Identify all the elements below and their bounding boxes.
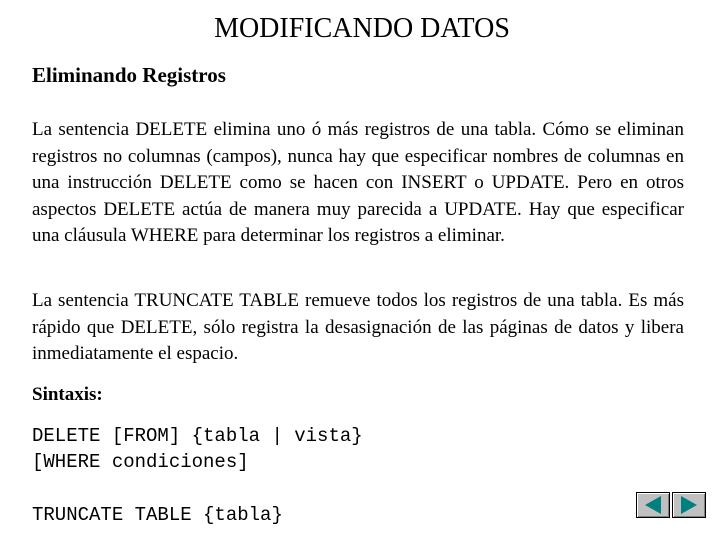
code-line-where: [WHERE condiciones] — [32, 451, 249, 473]
paragraph-delete-post: elimina uno ó más registros de una tabla. Cómo se eliminan registros no columnas (campos), nunca hay que especificar nombres de columnas en una instrucción DELETE como se hacen con INSERT o UPDATE. Pero en otros aspectos DELETE actúa de manera muy parecida a UPDATE. Hay que especificar una cláusula WHERE para determinar los registros a eliminar. — [32, 119, 684, 246]
previous-slide-button[interactable] — [636, 492, 670, 518]
slide-navigation — [636, 492, 710, 518]
code-line-truncate: TRUNCATE TABLE {tabla} — [32, 504, 283, 526]
slide-title: MODIFICANDO DATOS — [214, 13, 510, 44]
syntax-label: Sintaxis: — [32, 384, 103, 405]
keyword-delete: DELETE — [135, 119, 208, 140]
code-line-delete: DELETE [FROM] {tabla | vista} — [32, 425, 363, 447]
triangle-right-icon — [673, 493, 705, 517]
triangle-left-icon — [637, 493, 669, 517]
section-subtitle: Eliminando Registros — [32, 63, 226, 87]
next-slide-button[interactable] — [672, 492, 706, 518]
paragraph-delete — [32, 117, 684, 250]
paragraph-truncate: La sentencia TRUNCATE TABLE remueve todos los registros de una tabla. Es más rápido que DELETE, sólo registra la desasignación de las páginas de datos y libera inmediatamente el espacio. — [32, 290, 684, 364]
paragraph-delete-pre: La sentencia — [32, 119, 136, 140]
